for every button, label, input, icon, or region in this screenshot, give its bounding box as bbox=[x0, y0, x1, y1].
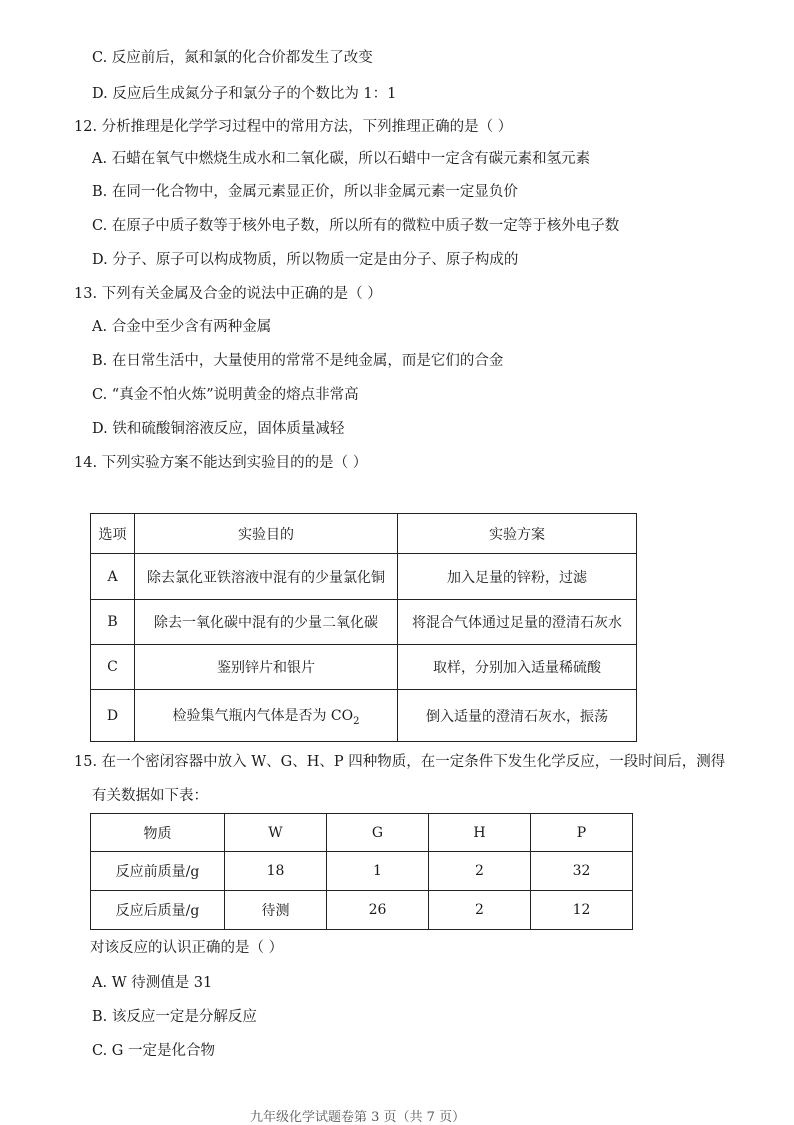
row-option: D bbox=[91, 690, 135, 742]
row-purpose: 除去一氧化碳中混有的少量二氧化碳 bbox=[135, 600, 398, 645]
row-purpose: 鉴别锌片和银片 bbox=[135, 645, 398, 690]
q11-option-c: C. 反应前后，氮和氯的化合价都发生了改变 bbox=[92, 50, 373, 66]
row-plan: 将混合气体通过足量的澄清石灰水 bbox=[398, 600, 637, 645]
table-row bbox=[91, 690, 637, 742]
q15-table bbox=[90, 813, 633, 930]
q13-option-b: B. 在日常生活中，大量使用的常常不是纯金属，而是它们的合金 bbox=[92, 353, 504, 369]
table-row bbox=[91, 600, 637, 645]
q15-option-b: B. 该反应一定是分解反应 bbox=[92, 1009, 257, 1025]
q11-option-d: D. 反应后生成氮分子和氯分子的个数比为 1：1 bbox=[92, 86, 397, 102]
header-substance: 物质 bbox=[91, 814, 225, 852]
row-purpose: 除去氯化亚铁溶液中混有的少量氯化铜 bbox=[135, 554, 398, 600]
cell-w: 待测 bbox=[225, 891, 327, 930]
q12-option-c: C. 在原子中质子数等于核外电子数，所以所有的微粒中质子数一定等于核外电子数 bbox=[92, 218, 620, 234]
q15-option-c: C. G 一定是化合物 bbox=[92, 1043, 215, 1059]
q14-stem: 14. 下列实验方案不能达到实验目的的是（ ） bbox=[74, 455, 368, 471]
row-plan: 加入足量的锌粉，过滤 bbox=[398, 554, 637, 600]
cell-p: 32 bbox=[531, 852, 633, 891]
q12-option-d: D. 分子、原子可以构成物质，所以物质一定是由分子、原子构成的 bbox=[92, 252, 519, 268]
row-plan: 倒入适量的澄清石灰水，振荡 bbox=[398, 690, 637, 742]
co2-subscript: 2 bbox=[353, 715, 360, 727]
row-option: C bbox=[91, 645, 135, 690]
header-plan: 实验方案 bbox=[398, 514, 637, 554]
q12-stem: 12. 分析推理是化学学习过程中的常用方法，下列推理正确的是（ ） bbox=[74, 119, 513, 135]
table-header-row bbox=[91, 814, 633, 852]
q13-stem: 13. 下列有关金属及合金的说法中正确的是（ ） bbox=[74, 286, 382, 302]
header-purpose: 实验目的 bbox=[135, 514, 398, 554]
page-footer: 九年级化学试题卷第 3 页（共 7 页） bbox=[250, 1110, 466, 1125]
table-row bbox=[91, 554, 637, 600]
q15-question: 对该反应的认识正确的是（ ） bbox=[90, 940, 284, 956]
row-option: A bbox=[91, 554, 135, 600]
q12-option-a: A. 石蜡在氧气中燃烧生成水和二氧化碳，所以石蜡中一定含有碳元素和氢元素 bbox=[92, 151, 591, 167]
header-option: 选项 bbox=[91, 514, 135, 554]
row-label: 反应后质量/g bbox=[91, 891, 225, 930]
cell-p: 12 bbox=[531, 891, 633, 930]
header-p: P bbox=[531, 814, 633, 852]
table-header-row bbox=[91, 514, 637, 554]
header-w: W bbox=[225, 814, 327, 852]
header-h: H bbox=[429, 814, 531, 852]
q15-stem-continued: 有关数据如下表： bbox=[92, 788, 208, 804]
row-label: 反应前质量/g bbox=[91, 852, 225, 891]
q13-option-c: C. “真金不怕火炼”说明黄金的熔点非常高 bbox=[92, 387, 359, 403]
row-plan: 取样，分别加入适量稀硫酸 bbox=[398, 645, 637, 690]
table-row bbox=[91, 645, 637, 690]
header-g: G bbox=[327, 814, 429, 852]
q13-option-d: D. 铁和硫酸铜溶液反应，固体质量减轻 bbox=[92, 421, 345, 437]
table-row bbox=[91, 852, 633, 891]
cell-h: 2 bbox=[429, 891, 531, 930]
q15-option-a: A. W 待测值是 31 bbox=[92, 975, 213, 991]
cell-g: 1 bbox=[327, 852, 429, 891]
q15-stem: 15. 在一个密闭容器中放入 W、G、H、P 四种物质，在一定条件下发生化学反应，一段时间后，测得 bbox=[74, 754, 726, 770]
q13-option-a: A. 合金中至少含有两种金属 bbox=[92, 319, 272, 335]
cell-g: 26 bbox=[327, 891, 429, 930]
q12-option-b: B. 在同一化合物中，金属元素显正价，所以非金属元素一定显负价 bbox=[92, 184, 518, 200]
table-row bbox=[91, 891, 633, 930]
q14-table bbox=[90, 513, 637, 742]
row-purpose bbox=[135, 690, 398, 742]
cell-w: 18 bbox=[225, 852, 327, 891]
co2-text: 检验集气瓶内气体是否为 CO bbox=[172, 707, 354, 724]
cell-h: 2 bbox=[429, 852, 531, 891]
row-option: B bbox=[91, 600, 135, 645]
